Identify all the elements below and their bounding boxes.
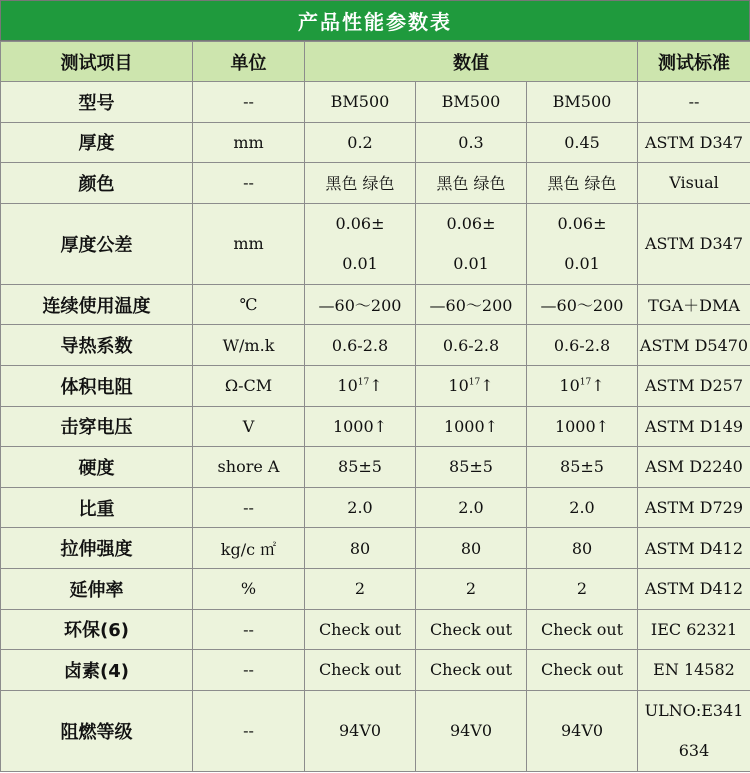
row-value bbox=[305, 203, 416, 284]
row-item-label: 型号 bbox=[1, 82, 193, 123]
row-value: 2 bbox=[416, 568, 527, 609]
row-value: BM500 bbox=[416, 82, 527, 123]
row-value: Check out bbox=[416, 609, 527, 650]
row-value: 0.6-2.8 bbox=[416, 325, 527, 366]
row-standard: ASM D2240 bbox=[638, 447, 750, 488]
row-unit: -- bbox=[193, 609, 305, 650]
row-item-label: 颜色 bbox=[1, 163, 193, 204]
table-row bbox=[1, 650, 750, 691]
value-base: 10 bbox=[559, 376, 580, 396]
row-value: 0.2 bbox=[305, 122, 416, 163]
row-standard: ASTM D149 bbox=[638, 406, 750, 447]
row-item-label: 导热系数 bbox=[1, 325, 193, 366]
row-value: 1000↑ bbox=[416, 406, 527, 447]
row-value: —60～200 bbox=[527, 284, 638, 325]
row-value: 2.0 bbox=[305, 487, 416, 528]
row-value bbox=[305, 365, 416, 406]
row-item-label: 阻燃等级 bbox=[1, 690, 193, 771]
row-value-line2: 0.01 bbox=[564, 253, 600, 273]
table-row bbox=[1, 82, 750, 123]
row-value: 0.6-2.8 bbox=[305, 325, 416, 366]
table-row bbox=[1, 203, 750, 284]
row-value: Check out bbox=[305, 609, 416, 650]
row-unit: % bbox=[193, 568, 305, 609]
row-item-label: 厚度 bbox=[1, 122, 193, 163]
row-value-line1: 0.06± bbox=[446, 213, 496, 233]
row-unit: shore A bbox=[193, 447, 305, 488]
up-arrow-icon: ↑ bbox=[480, 376, 494, 396]
row-standard: IEC 62321 bbox=[638, 609, 750, 650]
row-standard bbox=[638, 690, 750, 771]
row-value: 0.45 bbox=[527, 122, 638, 163]
row-value: 80 bbox=[305, 528, 416, 569]
header-values: 数值 bbox=[305, 42, 638, 82]
up-arrow-icon: ↑ bbox=[591, 376, 605, 396]
row-value: 94V0 bbox=[305, 690, 416, 771]
row-item-label: 延伸率 bbox=[1, 568, 193, 609]
row-unit: -- bbox=[193, 650, 305, 691]
row-standard-line2: 634 bbox=[678, 740, 710, 760]
value-base: 10 bbox=[337, 376, 358, 396]
row-standard: Visual bbox=[638, 163, 750, 204]
row-value: 1000↑ bbox=[305, 406, 416, 447]
row-value: 94V0 bbox=[416, 690, 527, 771]
table-title: 产品性能参数表 bbox=[0, 0, 750, 41]
row-value: 80 bbox=[416, 528, 527, 569]
row-value: 94V0 bbox=[527, 690, 638, 771]
row-item-label: 拉伸强度 bbox=[1, 528, 193, 569]
header-unit: 单位 bbox=[193, 42, 305, 82]
row-value: Check out bbox=[416, 650, 527, 691]
row-item-label: 体积电阻 bbox=[1, 365, 193, 406]
value-exponent: 17 bbox=[468, 377, 481, 388]
row-value: 1000↑ bbox=[527, 406, 638, 447]
row-item-label: 环保(6) bbox=[1, 609, 193, 650]
row-unit: -- bbox=[193, 690, 305, 771]
row-value: 黑色 绿色 bbox=[527, 163, 638, 204]
row-unit: W/m.k bbox=[193, 325, 305, 366]
row-standard: ASTM D257 bbox=[638, 365, 750, 406]
table-row bbox=[1, 447, 750, 488]
row-standard: ASTM D729 bbox=[638, 487, 750, 528]
table-row bbox=[1, 284, 750, 325]
row-standard: -- bbox=[638, 82, 750, 123]
table-row bbox=[1, 568, 750, 609]
row-unit: -- bbox=[193, 163, 305, 204]
row-standard: EN 14582 bbox=[638, 650, 750, 691]
value-exponent: 17 bbox=[357, 377, 370, 388]
row-value-line2: 0.01 bbox=[453, 253, 489, 273]
row-value: 80 bbox=[527, 528, 638, 569]
table-row bbox=[1, 487, 750, 528]
spec-table bbox=[0, 41, 750, 772]
row-value-line1: 0.06± bbox=[557, 213, 607, 233]
row-value: 0.3 bbox=[416, 122, 527, 163]
row-unit: -- bbox=[193, 82, 305, 123]
row-value: 2 bbox=[527, 568, 638, 609]
row-value: BM500 bbox=[305, 82, 416, 123]
row-unit: kg/c ㎡ bbox=[193, 528, 305, 569]
table-row bbox=[1, 122, 750, 163]
row-standard: TGA＋DMA bbox=[638, 284, 750, 325]
value-exponent: 17 bbox=[579, 377, 592, 388]
row-value: BM500 bbox=[527, 82, 638, 123]
row-unit: -- bbox=[193, 487, 305, 528]
row-item-label: 击穿电压 bbox=[1, 406, 193, 447]
row-value: 85±5 bbox=[416, 447, 527, 488]
value-base: 10 bbox=[448, 376, 469, 396]
header-row bbox=[1, 42, 750, 82]
row-unit: V bbox=[193, 406, 305, 447]
up-arrow-icon: ↑ bbox=[369, 376, 383, 396]
table-row bbox=[1, 609, 750, 650]
row-item-label: 连续使用温度 bbox=[1, 284, 193, 325]
row-value bbox=[416, 203, 527, 284]
table-row bbox=[1, 163, 750, 204]
row-item-label: 硬度 bbox=[1, 447, 193, 488]
row-value: 黑色 绿色 bbox=[416, 163, 527, 204]
row-standard: ASTM D347 bbox=[638, 122, 750, 163]
header-item: 测试项目 bbox=[1, 42, 193, 82]
row-value: 0.6-2.8 bbox=[527, 325, 638, 366]
row-value-line2: 0.01 bbox=[342, 253, 378, 273]
row-unit: mm bbox=[193, 203, 305, 284]
row-standard: ASTM D412 bbox=[638, 568, 750, 609]
row-value: 85±5 bbox=[527, 447, 638, 488]
row-value: —60～200 bbox=[305, 284, 416, 325]
row-value: 黑色 绿色 bbox=[305, 163, 416, 204]
row-unit: Ω-CM bbox=[193, 365, 305, 406]
row-unit: mm bbox=[193, 122, 305, 163]
row-value: Check out bbox=[527, 650, 638, 691]
table-row bbox=[1, 528, 750, 569]
row-value bbox=[527, 203, 638, 284]
table-row bbox=[1, 365, 750, 406]
row-value: 85±5 bbox=[305, 447, 416, 488]
row-value bbox=[527, 365, 638, 406]
row-value: 2.0 bbox=[527, 487, 638, 528]
row-value: 2 bbox=[305, 568, 416, 609]
table-row bbox=[1, 406, 750, 447]
row-standard: ASTM D5470 bbox=[638, 325, 750, 366]
row-value bbox=[416, 365, 527, 406]
row-value: —60～200 bbox=[416, 284, 527, 325]
table-row bbox=[1, 690, 750, 771]
row-item-label: 卤素(4) bbox=[1, 650, 193, 691]
row-standard-line1: ULNO:E341 bbox=[644, 700, 744, 720]
row-standard: ASTM D347 bbox=[638, 203, 750, 284]
row-unit: ℃ bbox=[193, 284, 305, 325]
header-standard: 测试标准 bbox=[638, 42, 750, 82]
row-value: Check out bbox=[527, 609, 638, 650]
row-value: Check out bbox=[305, 650, 416, 691]
row-value-line1: 0.06± bbox=[335, 213, 385, 233]
row-value: 2.0 bbox=[416, 487, 527, 528]
row-standard: ASTM D412 bbox=[638, 528, 750, 569]
row-item-label: 比重 bbox=[1, 487, 193, 528]
table-row bbox=[1, 325, 750, 366]
row-item-label: 厚度公差 bbox=[1, 203, 193, 284]
